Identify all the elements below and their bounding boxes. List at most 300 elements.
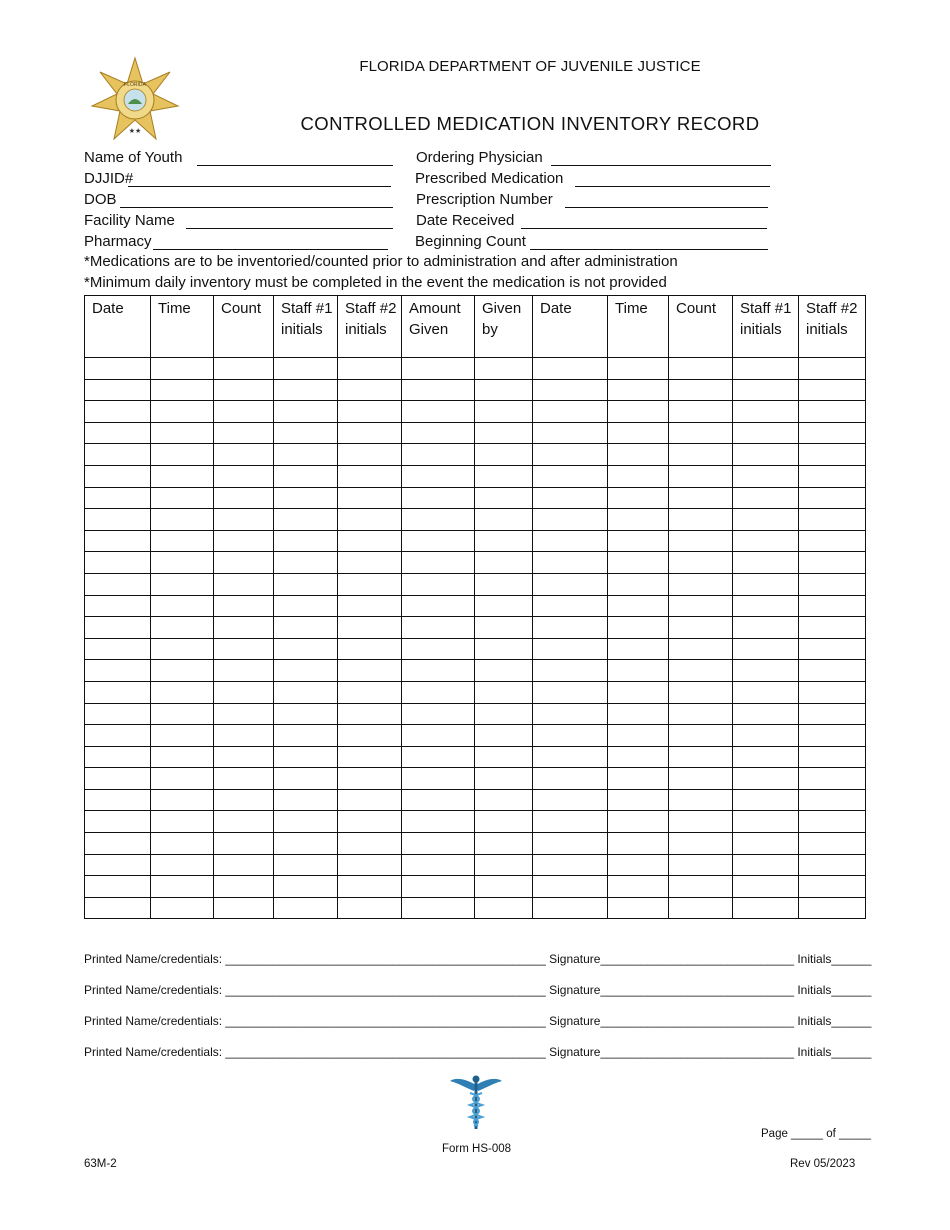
table-cell[interactable] (475, 509, 533, 531)
table-cell[interactable] (733, 422, 799, 444)
table-cell[interactable] (799, 811, 866, 833)
table-cell[interactable] (214, 487, 274, 509)
table-cell[interactable] (733, 660, 799, 682)
table-cell[interactable] (475, 573, 533, 595)
table-cell[interactable] (214, 358, 274, 380)
table-cell[interactable] (733, 854, 799, 876)
table-cell[interactable] (151, 876, 214, 898)
table-cell[interactable] (151, 811, 214, 833)
table-cell[interactable] (608, 746, 669, 768)
table-cell[interactable] (85, 444, 151, 466)
table-cell[interactable] (669, 681, 733, 703)
table-cell[interactable] (608, 509, 669, 531)
name-of-youth-field[interactable] (84, 148, 182, 168)
table-cell[interactable] (608, 530, 669, 552)
table-cell[interactable] (338, 552, 402, 574)
table-cell[interactable] (733, 746, 799, 768)
table-cell[interactable] (533, 789, 608, 811)
table-cell[interactable] (608, 681, 669, 703)
signature-row[interactable]: Printed Name/credentials: ________________________________________________ Signature_____________________________ Initials______ (84, 983, 872, 997)
table-cell[interactable] (733, 509, 799, 531)
table-cell[interactable] (214, 897, 274, 919)
table-cell[interactable] (669, 573, 733, 595)
table-cell[interactable] (733, 401, 799, 423)
table-cell[interactable] (533, 422, 608, 444)
field-line[interactable] (120, 207, 393, 208)
table-cell[interactable] (402, 379, 475, 401)
table-cell[interactable] (799, 617, 866, 639)
table-cell[interactable] (85, 681, 151, 703)
table-cell[interactable] (214, 725, 274, 747)
table-cell[interactable] (799, 789, 866, 811)
table-cell[interactable] (274, 465, 338, 487)
date-received-field[interactable] (416, 211, 514, 231)
table-cell[interactable] (214, 552, 274, 574)
table-cell[interactable] (151, 789, 214, 811)
table-cell[interactable] (475, 854, 533, 876)
table-cell[interactable] (338, 746, 402, 768)
table-cell[interactable] (214, 401, 274, 423)
table-cell[interactable] (402, 789, 475, 811)
table-cell[interactable] (799, 422, 866, 444)
ordering-physician-field[interactable] (416, 148, 543, 168)
table-cell[interactable] (533, 573, 608, 595)
table-cell[interactable] (533, 681, 608, 703)
table-cell[interactable] (533, 768, 608, 790)
table-cell[interactable] (799, 573, 866, 595)
table-cell[interactable] (338, 422, 402, 444)
table-cell[interactable] (274, 487, 338, 509)
table-cell[interactable] (475, 897, 533, 919)
table-cell[interactable] (669, 552, 733, 574)
table-cell[interactable] (669, 595, 733, 617)
table-cell[interactable] (475, 530, 533, 552)
table-cell[interactable] (402, 465, 475, 487)
table-cell[interactable] (85, 509, 151, 531)
table-cell[interactable] (608, 768, 669, 790)
table-cell[interactable] (338, 897, 402, 919)
table-cell[interactable] (533, 725, 608, 747)
table-cell[interactable] (151, 530, 214, 552)
table-cell[interactable] (151, 681, 214, 703)
table-cell[interactable] (338, 703, 402, 725)
table-cell[interactable] (402, 444, 475, 466)
table-cell[interactable] (151, 897, 214, 919)
table-cell[interactable] (274, 358, 338, 380)
table-cell[interactable] (475, 811, 533, 833)
table-cell[interactable] (214, 811, 274, 833)
table-cell[interactable] (669, 725, 733, 747)
table-cell[interactable] (475, 638, 533, 660)
table-cell[interactable] (799, 509, 866, 531)
table-cell[interactable] (533, 530, 608, 552)
table-cell[interactable] (475, 789, 533, 811)
table-cell[interactable] (533, 876, 608, 898)
table-cell[interactable] (733, 617, 799, 639)
table-cell[interactable] (733, 833, 799, 855)
table-cell[interactable] (214, 660, 274, 682)
table-cell[interactable] (402, 509, 475, 531)
field-line[interactable] (530, 249, 768, 250)
table-cell[interactable] (608, 465, 669, 487)
table-cell[interactable] (338, 854, 402, 876)
table-cell[interactable] (799, 854, 866, 876)
table-cell[interactable] (799, 401, 866, 423)
table-cell[interactable] (85, 530, 151, 552)
table-cell[interactable] (338, 768, 402, 790)
table-cell[interactable] (214, 854, 274, 876)
table-cell[interactable] (214, 617, 274, 639)
table-cell[interactable] (533, 487, 608, 509)
table-cell[interactable] (214, 638, 274, 660)
table-cell[interactable] (402, 401, 475, 423)
table-cell[interactable] (799, 465, 866, 487)
table-cell[interactable] (475, 833, 533, 855)
table-cell[interactable] (475, 379, 533, 401)
table-cell[interactable] (533, 811, 608, 833)
table-cell[interactable] (533, 897, 608, 919)
table-cell[interactable] (669, 530, 733, 552)
table-cell[interactable] (85, 768, 151, 790)
beginning-count-field[interactable] (415, 232, 526, 252)
field-line[interactable] (153, 249, 388, 250)
table-cell[interactable] (533, 703, 608, 725)
table-cell[interactable] (669, 422, 733, 444)
table-cell[interactable] (85, 573, 151, 595)
table-cell[interactable] (85, 746, 151, 768)
table-cell[interactable] (402, 358, 475, 380)
table-cell[interactable] (214, 444, 274, 466)
table-cell[interactable] (151, 379, 214, 401)
table-cell[interactable] (338, 530, 402, 552)
table-cell[interactable] (799, 638, 866, 660)
table-cell[interactable] (733, 789, 799, 811)
table-cell[interactable] (733, 876, 799, 898)
table-cell[interactable] (214, 509, 274, 531)
table-cell[interactable] (799, 703, 866, 725)
table-cell[interactable] (214, 703, 274, 725)
table-cell[interactable] (85, 660, 151, 682)
table-cell[interactable] (669, 789, 733, 811)
table-cell[interactable] (338, 487, 402, 509)
table-cell[interactable] (85, 487, 151, 509)
table-cell[interactable] (85, 638, 151, 660)
table-cell[interactable] (475, 552, 533, 574)
table-cell[interactable] (402, 876, 475, 898)
table-cell[interactable] (475, 422, 533, 444)
table-cell[interactable] (533, 552, 608, 574)
table-cell[interactable] (85, 379, 151, 401)
table-cell[interactable] (799, 768, 866, 790)
field-line[interactable] (575, 186, 770, 187)
table-cell[interactable] (799, 444, 866, 466)
table-cell[interactable] (475, 487, 533, 509)
table-cell[interactable] (733, 595, 799, 617)
table-cell[interactable] (402, 552, 475, 574)
table-cell[interactable] (338, 379, 402, 401)
table-cell[interactable] (214, 422, 274, 444)
table-cell[interactable] (214, 465, 274, 487)
table-cell[interactable] (151, 465, 214, 487)
table-cell[interactable] (475, 401, 533, 423)
signature-row[interactable]: Printed Name/credentials: ________________________________________________ Signature_____________________________ Initials______ (84, 952, 872, 966)
pharmacy-field[interactable] (84, 232, 152, 252)
table-cell[interactable] (274, 444, 338, 466)
table-cell[interactable] (733, 379, 799, 401)
table-cell[interactable] (402, 681, 475, 703)
table-cell[interactable] (338, 617, 402, 639)
table-cell[interactable] (402, 768, 475, 790)
field-line[interactable] (521, 228, 767, 229)
table-cell[interactable] (799, 746, 866, 768)
prescription-number-field[interactable] (416, 190, 553, 210)
table-cell[interactable] (338, 401, 402, 423)
table-cell[interactable] (733, 465, 799, 487)
facility-name-field[interactable] (84, 211, 175, 231)
table-cell[interactable] (608, 422, 669, 444)
table-cell[interactable] (214, 681, 274, 703)
table-cell[interactable] (608, 379, 669, 401)
field-line[interactable] (128, 186, 391, 187)
table-cell[interactable] (608, 789, 669, 811)
table-cell[interactable] (151, 703, 214, 725)
table-cell[interactable] (669, 768, 733, 790)
table-cell[interactable] (274, 379, 338, 401)
table-cell[interactable] (274, 617, 338, 639)
table-cell[interactable] (338, 638, 402, 660)
table-cell[interactable] (733, 897, 799, 919)
table-cell[interactable] (733, 552, 799, 574)
table-cell[interactable] (799, 660, 866, 682)
table-cell[interactable] (402, 811, 475, 833)
field-line[interactable] (197, 165, 393, 166)
table-cell[interactable] (475, 595, 533, 617)
table-cell[interactable] (608, 660, 669, 682)
table-cell[interactable] (274, 833, 338, 855)
table-cell[interactable] (85, 811, 151, 833)
table-cell[interactable] (608, 811, 669, 833)
table-cell[interactable] (799, 876, 866, 898)
table-cell[interactable] (402, 660, 475, 682)
table-cell[interactable] (475, 681, 533, 703)
table-cell[interactable] (214, 768, 274, 790)
table-cell[interactable] (669, 444, 733, 466)
field-line[interactable] (565, 207, 768, 208)
table-cell[interactable] (669, 487, 733, 509)
table-cell[interactable] (608, 897, 669, 919)
table-cell[interactable] (669, 379, 733, 401)
djjid-field[interactable] (84, 169, 133, 189)
table-cell[interactable] (533, 509, 608, 531)
table-cell[interactable] (151, 401, 214, 423)
table-cell[interactable] (85, 465, 151, 487)
table-cell[interactable] (733, 703, 799, 725)
table-cell[interactable] (533, 638, 608, 660)
table-cell[interactable] (151, 595, 214, 617)
signature-row[interactable]: Printed Name/credentials: ________________________________________________ Signature_____________________________ Initials______ (84, 1045, 872, 1059)
signature-row[interactable]: Printed Name/credentials: ________________________________________________ Signature_____________________________ Initials______ (84, 1014, 872, 1028)
table-cell[interactable] (475, 703, 533, 725)
table-cell[interactable] (799, 681, 866, 703)
table-cell[interactable] (214, 876, 274, 898)
table-cell[interactable] (475, 768, 533, 790)
table-cell[interactable] (274, 530, 338, 552)
table-cell[interactable] (799, 487, 866, 509)
table-cell[interactable] (274, 811, 338, 833)
table-cell[interactable] (151, 573, 214, 595)
table-cell[interactable] (799, 833, 866, 855)
table-cell[interactable] (533, 746, 608, 768)
table-cell[interactable] (669, 358, 733, 380)
table-cell[interactable] (402, 595, 475, 617)
table-cell[interactable] (608, 573, 669, 595)
table-cell[interactable] (608, 833, 669, 855)
table-cell[interactable] (214, 789, 274, 811)
table-cell[interactable] (338, 509, 402, 531)
table-cell[interactable] (338, 833, 402, 855)
table-cell[interactable] (669, 638, 733, 660)
table-cell[interactable] (608, 703, 669, 725)
table-cell[interactable] (669, 854, 733, 876)
table-cell[interactable] (533, 444, 608, 466)
table-cell[interactable] (799, 595, 866, 617)
table-cell[interactable] (533, 660, 608, 682)
table-cell[interactable] (402, 897, 475, 919)
table-cell[interactable] (475, 465, 533, 487)
table-cell[interactable] (338, 660, 402, 682)
table-cell[interactable] (214, 833, 274, 855)
table-cell[interactable] (151, 854, 214, 876)
table-cell[interactable] (799, 897, 866, 919)
table-cell[interactable] (85, 725, 151, 747)
table-cell[interactable] (151, 638, 214, 660)
table-cell[interactable] (274, 638, 338, 660)
table-cell[interactable] (402, 617, 475, 639)
table-cell[interactable] (669, 401, 733, 423)
table-cell[interactable] (533, 401, 608, 423)
table-cell[interactable] (669, 617, 733, 639)
table-cell[interactable] (338, 573, 402, 595)
table-cell[interactable] (533, 833, 608, 855)
table-cell[interactable] (669, 465, 733, 487)
table-cell[interactable] (274, 789, 338, 811)
page-of-field[interactable]: Page _____ of _____ (761, 1128, 872, 1140)
table-cell[interactable] (274, 422, 338, 444)
table-cell[interactable] (274, 876, 338, 898)
table-cell[interactable] (214, 530, 274, 552)
table-cell[interactable] (274, 725, 338, 747)
table-cell[interactable] (402, 638, 475, 660)
table-cell[interactable] (151, 552, 214, 574)
table-cell[interactable] (402, 422, 475, 444)
table-cell[interactable] (475, 746, 533, 768)
table-cell[interactable] (608, 401, 669, 423)
table-cell[interactable] (669, 833, 733, 855)
table-cell[interactable] (85, 401, 151, 423)
table-cell[interactable] (475, 876, 533, 898)
table-cell[interactable] (533, 854, 608, 876)
table-cell[interactable] (274, 854, 338, 876)
table-cell[interactable] (274, 768, 338, 790)
table-cell[interactable] (608, 638, 669, 660)
table-cell[interactable] (669, 660, 733, 682)
table-cell[interactable] (608, 552, 669, 574)
table-cell[interactable] (608, 595, 669, 617)
table-cell[interactable] (151, 833, 214, 855)
table-cell[interactable] (475, 358, 533, 380)
table-cell[interactable] (214, 379, 274, 401)
table-cell[interactable] (338, 465, 402, 487)
table-cell[interactable] (338, 876, 402, 898)
table-cell[interactable] (151, 617, 214, 639)
table-cell[interactable] (608, 444, 669, 466)
table-cell[interactable] (214, 595, 274, 617)
field-line[interactable] (551, 165, 771, 166)
table-cell[interactable] (475, 660, 533, 682)
table-cell[interactable] (274, 509, 338, 531)
table-cell[interactable] (799, 530, 866, 552)
table-cell[interactable] (733, 725, 799, 747)
table-cell[interactable] (799, 358, 866, 380)
table-cell[interactable] (402, 854, 475, 876)
table-cell[interactable] (533, 379, 608, 401)
table-cell[interactable] (151, 422, 214, 444)
table-cell[interactable] (338, 595, 402, 617)
table-cell[interactable] (733, 573, 799, 595)
table-cell[interactable] (85, 595, 151, 617)
table-cell[interactable] (799, 725, 866, 747)
table-cell[interactable] (608, 487, 669, 509)
table-cell[interactable] (733, 768, 799, 790)
table-cell[interactable] (669, 509, 733, 531)
table-cell[interactable] (733, 681, 799, 703)
table-cell[interactable] (85, 617, 151, 639)
table-cell[interactable] (274, 552, 338, 574)
table-cell[interactable] (402, 833, 475, 855)
table-cell[interactable] (669, 703, 733, 725)
table-cell[interactable] (274, 660, 338, 682)
table-cell[interactable] (151, 746, 214, 768)
table-cell[interactable] (608, 617, 669, 639)
table-cell[interactable] (338, 681, 402, 703)
table-cell[interactable] (402, 746, 475, 768)
table-cell[interactable] (533, 465, 608, 487)
table-cell[interactable] (85, 703, 151, 725)
table-cell[interactable] (85, 833, 151, 855)
table-cell[interactable] (475, 725, 533, 747)
table-cell[interactable] (85, 854, 151, 876)
table-cell[interactable] (475, 617, 533, 639)
table-cell[interactable] (274, 595, 338, 617)
field-line[interactable] (186, 228, 393, 229)
table-cell[interactable] (402, 725, 475, 747)
table-cell[interactable] (402, 573, 475, 595)
table-cell[interactable] (733, 530, 799, 552)
table-cell[interactable] (85, 897, 151, 919)
table-cell[interactable] (151, 768, 214, 790)
table-cell[interactable] (733, 358, 799, 380)
table-cell[interactable] (151, 660, 214, 682)
table-cell[interactable] (151, 509, 214, 531)
table-cell[interactable] (214, 746, 274, 768)
table-cell[interactable] (338, 811, 402, 833)
table-cell[interactable] (669, 876, 733, 898)
prescribed-medication-field[interactable] (415, 169, 563, 189)
table-cell[interactable] (85, 358, 151, 380)
table-cell[interactable] (338, 725, 402, 747)
table-cell[interactable] (85, 876, 151, 898)
table-cell[interactable] (274, 401, 338, 423)
